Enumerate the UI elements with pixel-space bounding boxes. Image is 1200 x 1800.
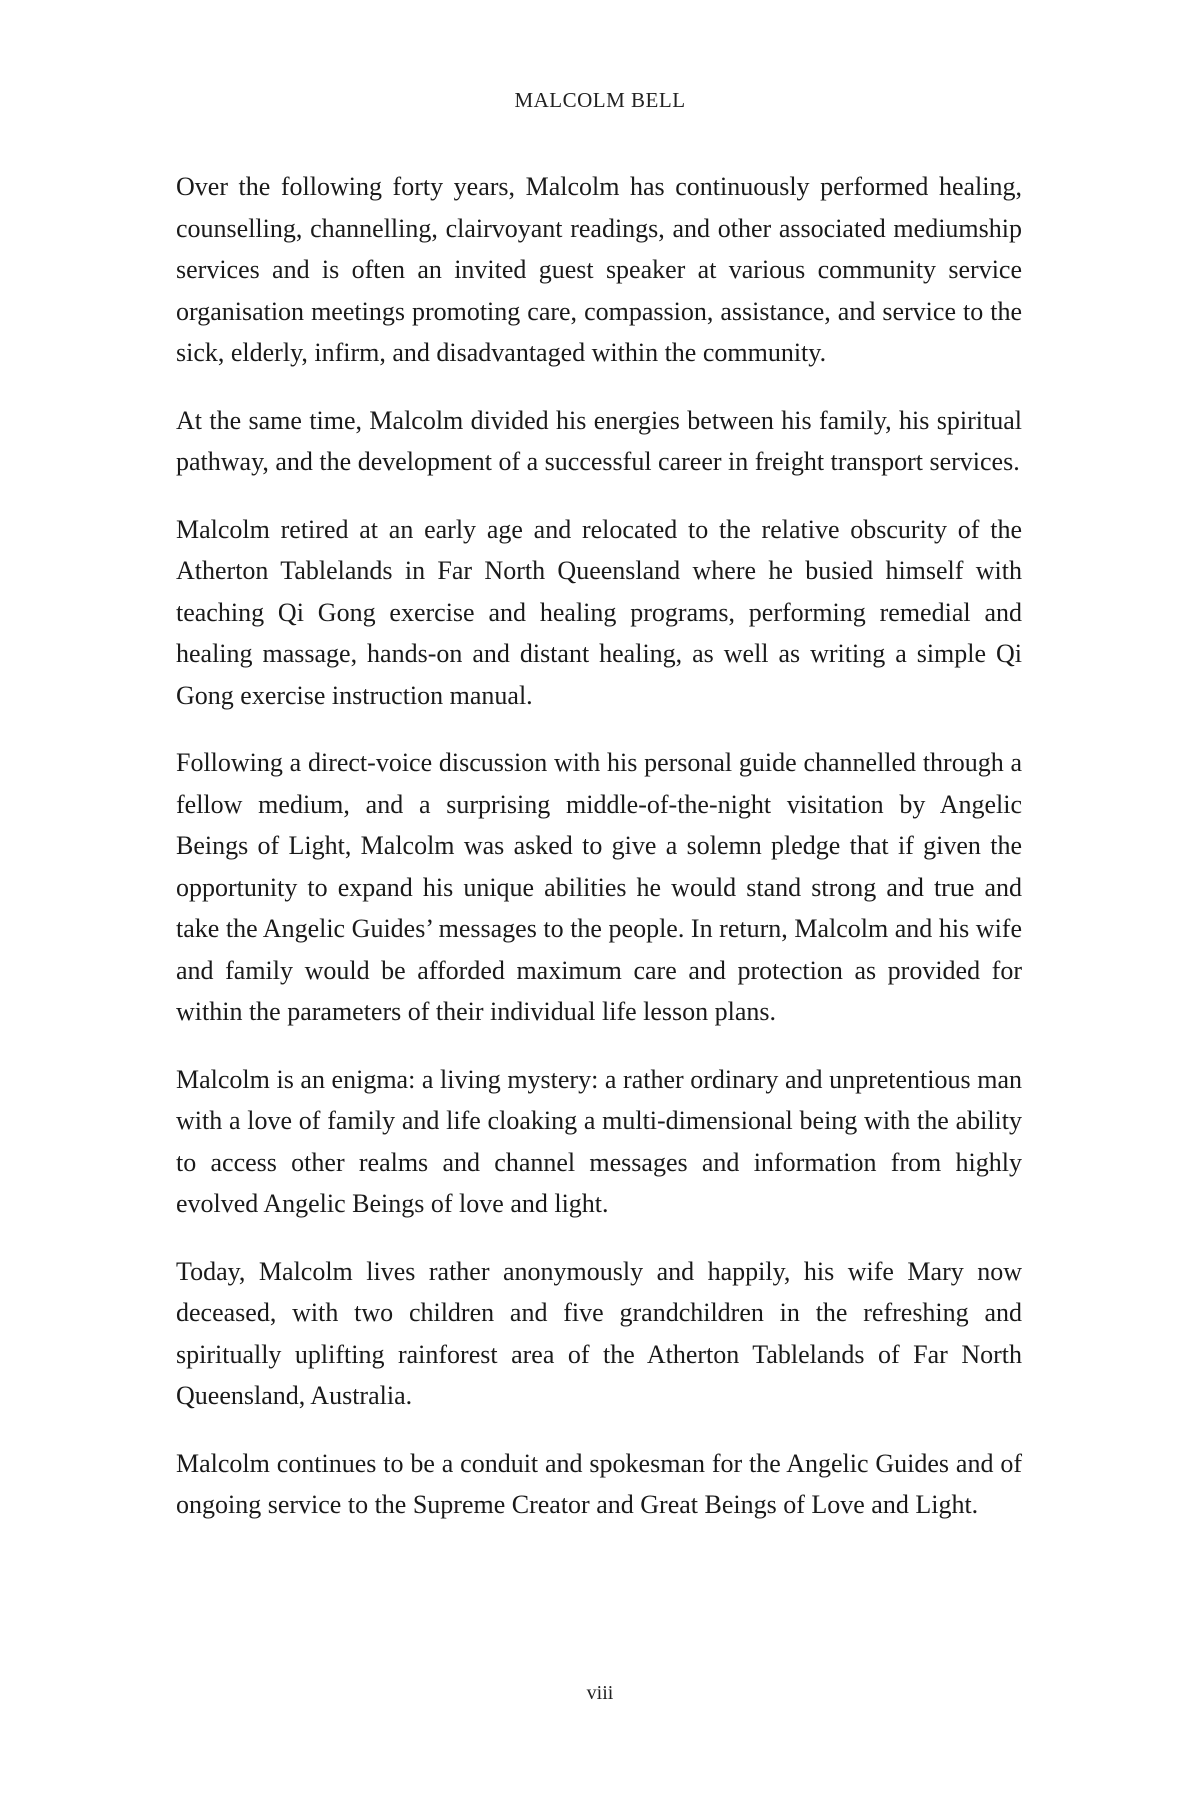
paragraph: Malcolm retired at an early age and relocated to the relative obscurity of the Atherton Tablelands in Far North Queensland where he busied himself with teaching Qi Gong exercise and healing programs, performing remedial and healing massage, hands-on and distant healing, as well as writing a simple Qi Gong exercise instruction manual. bbox=[176, 514, 1022, 710]
paragraph: At the same time, Malcolm divided his energies between his family, his spiritual pathway, and the development of a successful career in freight transport services. bbox=[176, 405, 1022, 476]
body-text bbox=[176, 166, 1022, 1552]
page-number: viii bbox=[586, 1682, 614, 1704]
paragraph: Over the following forty years, Malcolm has continuously performed healing, counselling, channelling, clairvoyant readings, and other associated mediumship services and is often an invited guest speaker at various community service organisation meetings promoting care, compassion, assistance, and service to the sick, elderly, infirm, and disadvantaged within the community. bbox=[176, 172, 1022, 367]
paragraph: Malcolm is an enigma: a living mystery: a rather ordinary and unpretentious man with a love of family and life cloaking a multi-dimensional being with the ability to access other realms and channel messages and information from highly evolved Angelic Beings of love and light. bbox=[176, 1064, 1022, 1218]
paragraph: Today, Malcolm lives rather anonymously and happily, his wife Mary now deceased, with two children and five grandchildren in the refreshing and spiritually uplifting rainforest area of the Atherton Tablelands of Far North Queensland, Australia. bbox=[176, 1256, 1022, 1410]
running-header: MALCOLM BELL bbox=[514, 88, 686, 112]
paragraph: Following a direct-voice discussion with his personal guide channelled through a fellow medium, and a surprising middle-of-the-night visitation by Angelic Beings of Light, Malcolm was asked to give a solemn pledge that if given the opportunity to expand his unique abilities he would stand strong and true and take the Angelic Guides’ messages to the people. In return, Malcolm and his wife and family would be afforded maximum care and protection as provided for within the parameters of their individual life lesson plans. bbox=[176, 748, 1022, 1026]
paragraph: Malcolm continues to be a conduit and spokesman for the Angelic Guides and of ongoing service to the Supreme Creator and Great Beings of Love and Light. bbox=[176, 1448, 1022, 1519]
